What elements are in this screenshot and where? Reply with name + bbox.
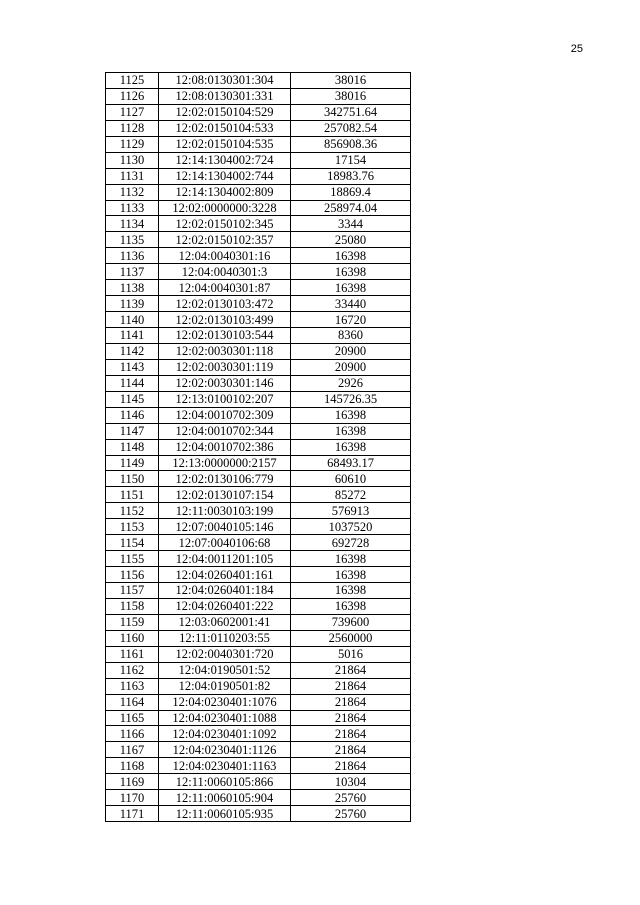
row-number-cell: 1126 — [106, 88, 159, 104]
table-row — [106, 471, 411, 487]
data-table — [105, 72, 411, 822]
row-number-cell: 1139 — [106, 296, 159, 312]
table-row — [106, 359, 411, 375]
cadastral-number-cell: 12:04:0260401:222 — [159, 598, 291, 614]
value-cell: 856908.36 — [291, 136, 411, 152]
value-cell: 21864 — [291, 726, 411, 742]
value-cell: 10304 — [291, 774, 411, 790]
value-cell: 16398 — [291, 598, 411, 614]
table-row — [106, 73, 411, 89]
row-number-cell: 1158 — [106, 598, 159, 614]
table-row — [106, 136, 411, 152]
value-cell: 258974.04 — [291, 200, 411, 216]
value-cell: 739600 — [291, 614, 411, 630]
row-number-cell: 1143 — [106, 359, 159, 375]
table-row — [106, 248, 411, 264]
table-row — [106, 758, 411, 774]
value-cell: 16398 — [291, 583, 411, 599]
cadastral-number-cell: 12:02:0150104:533 — [159, 120, 291, 136]
cadastral-number-cell: 12:04:0040301:3 — [159, 264, 291, 280]
cadastral-number-cell: 12:02:0030301:119 — [159, 359, 291, 375]
table-row — [106, 232, 411, 248]
table-row — [106, 168, 411, 184]
cadastral-number-cell: 12:07:0040106:68 — [159, 535, 291, 551]
row-number-cell: 1152 — [106, 503, 159, 519]
value-cell: 2560000 — [291, 630, 411, 646]
table-row — [106, 503, 411, 519]
value-cell: 68493.17 — [291, 455, 411, 471]
table-row — [106, 551, 411, 567]
cadastral-number-cell: 12:04:0010702:309 — [159, 407, 291, 423]
cadastral-number-cell: 12:02:0150104:529 — [159, 104, 291, 120]
row-number-cell: 1127 — [106, 104, 159, 120]
value-cell: 25760 — [291, 790, 411, 806]
table-row — [106, 88, 411, 104]
value-cell: 1037520 — [291, 519, 411, 535]
value-cell: 21864 — [291, 710, 411, 726]
row-number-cell: 1153 — [106, 519, 159, 535]
value-cell: 18869.4 — [291, 184, 411, 200]
value-cell: 576913 — [291, 503, 411, 519]
value-cell: 16398 — [291, 551, 411, 567]
table-row — [106, 375, 411, 391]
value-cell: 8360 — [291, 328, 411, 344]
table-row — [106, 806, 411, 822]
cadastral-number-cell: 12:14:1304002:744 — [159, 168, 291, 184]
value-cell: 16398 — [291, 439, 411, 455]
cadastral-number-cell: 12:04:0230401:1076 — [159, 694, 291, 710]
table-row — [106, 391, 411, 407]
value-cell: 38016 — [291, 88, 411, 104]
cadastral-number-cell: 12:02:0130103:499 — [159, 312, 291, 328]
cadastral-number-cell: 12:04:0010702:386 — [159, 439, 291, 455]
row-number-cell: 1133 — [106, 200, 159, 216]
value-cell: 25760 — [291, 806, 411, 822]
row-number-cell: 1150 — [106, 471, 159, 487]
table-row — [106, 200, 411, 216]
value-cell: 38016 — [291, 73, 411, 89]
cadastral-number-cell: 12:04:0230401:1092 — [159, 726, 291, 742]
value-cell: 2926 — [291, 375, 411, 391]
value-cell: 33440 — [291, 296, 411, 312]
cadastral-number-cell: 12:02:0130103:544 — [159, 328, 291, 344]
cadastral-number-cell: 12:04:0040301:87 — [159, 280, 291, 296]
table-row — [106, 184, 411, 200]
row-number-cell: 1131 — [106, 168, 159, 184]
table-row — [106, 120, 411, 136]
cadastral-number-cell: 12:04:0260401:161 — [159, 567, 291, 583]
row-number-cell: 1157 — [106, 583, 159, 599]
row-number-cell: 1163 — [106, 678, 159, 694]
value-cell: 17154 — [291, 152, 411, 168]
value-cell: 145726.35 — [291, 391, 411, 407]
table-row — [106, 104, 411, 120]
row-number-cell: 1130 — [106, 152, 159, 168]
value-cell: 5016 — [291, 646, 411, 662]
cadastral-number-cell: 12:04:0011201:105 — [159, 551, 291, 567]
cadastral-number-cell: 12:02:0030301:118 — [159, 343, 291, 359]
cadastral-number-cell: 12:04:0010702:344 — [159, 423, 291, 439]
value-cell: 21864 — [291, 694, 411, 710]
value-cell: 18983.76 — [291, 168, 411, 184]
cadastral-number-cell: 12:04:0190501:52 — [159, 662, 291, 678]
cadastral-number-cell: 12:02:0150102:345 — [159, 216, 291, 232]
row-number-cell: 1154 — [106, 535, 159, 551]
row-number-cell: 1159 — [106, 614, 159, 630]
cadastral-number-cell: 12:03:0602001:41 — [159, 614, 291, 630]
row-number-cell: 1161 — [106, 646, 159, 662]
cadastral-number-cell: 12:02:0130107:154 — [159, 487, 291, 503]
row-number-cell: 1170 — [106, 790, 159, 806]
table-row — [106, 264, 411, 280]
table-row — [106, 455, 411, 471]
row-number-cell: 1135 — [106, 232, 159, 248]
table-row — [106, 439, 411, 455]
row-number-cell: 1155 — [106, 551, 159, 567]
row-number-cell: 1145 — [106, 391, 159, 407]
value-cell: 16398 — [291, 248, 411, 264]
table-row — [106, 519, 411, 535]
cadastral-number-cell: 12:02:0150102:357 — [159, 232, 291, 248]
cadastral-number-cell: 12:11:0110203:55 — [159, 630, 291, 646]
cadastral-number-cell: 12:04:0260401:184 — [159, 583, 291, 599]
row-number-cell: 1168 — [106, 758, 159, 774]
table-row — [106, 296, 411, 312]
table-row — [106, 407, 411, 423]
table-row — [106, 790, 411, 806]
row-number-cell: 1160 — [106, 630, 159, 646]
value-cell: 20900 — [291, 359, 411, 375]
table-row — [106, 535, 411, 551]
table-row — [106, 726, 411, 742]
table-body — [106, 73, 411, 822]
value-cell: 342751.64 — [291, 104, 411, 120]
cadastral-number-cell: 12:07:0040105:146 — [159, 519, 291, 535]
row-number-cell: 1171 — [106, 806, 159, 822]
value-cell: 16398 — [291, 407, 411, 423]
value-cell: 21864 — [291, 662, 411, 678]
cadastral-number-cell: 12:11:0030103:199 — [159, 503, 291, 519]
table-row — [106, 662, 411, 678]
cadastral-number-cell: 12:08:0130301:331 — [159, 88, 291, 104]
value-cell: 85272 — [291, 487, 411, 503]
row-number-cell: 1132 — [106, 184, 159, 200]
value-cell: 16398 — [291, 423, 411, 439]
value-cell: 21864 — [291, 758, 411, 774]
row-number-cell: 1125 — [106, 73, 159, 89]
row-number-cell: 1146 — [106, 407, 159, 423]
value-cell: 25080 — [291, 232, 411, 248]
value-cell: 20900 — [291, 343, 411, 359]
table-row — [106, 678, 411, 694]
cadastral-number-cell: 12:02:0130106:779 — [159, 471, 291, 487]
cadastral-number-cell: 12:13:0100102:207 — [159, 391, 291, 407]
cadastral-number-cell: 12:11:0060105:904 — [159, 790, 291, 806]
row-number-cell: 1134 — [106, 216, 159, 232]
row-number-cell: 1166 — [106, 726, 159, 742]
cadastral-number-cell: 12:02:0040301:720 — [159, 646, 291, 662]
table-row — [106, 598, 411, 614]
row-number-cell: 1169 — [106, 774, 159, 790]
row-number-cell: 1128 — [106, 120, 159, 136]
cadastral-number-cell: 12:04:0230401:1126 — [159, 742, 291, 758]
value-cell: 21864 — [291, 742, 411, 758]
row-number-cell: 1149 — [106, 455, 159, 471]
row-number-cell: 1165 — [106, 710, 159, 726]
cadastral-number-cell: 12:11:0060105:935 — [159, 806, 291, 822]
cadastral-number-cell: 12:13:0000000:2157 — [159, 455, 291, 471]
cadastral-number-cell: 12:02:0000000:3228 — [159, 200, 291, 216]
table-row — [106, 423, 411, 439]
row-number-cell: 1167 — [106, 742, 159, 758]
page-number: 25 — [570, 43, 583, 55]
cadastral-number-cell: 12:14:1304002:724 — [159, 152, 291, 168]
cadastral-number-cell: 12:02:0150104:535 — [159, 136, 291, 152]
table-row — [106, 630, 411, 646]
table-row — [106, 694, 411, 710]
table-row — [106, 328, 411, 344]
value-cell: 692728 — [291, 535, 411, 551]
cadastral-number-cell: 12:02:0130103:472 — [159, 296, 291, 312]
row-number-cell: 1164 — [106, 694, 159, 710]
row-number-cell: 1142 — [106, 343, 159, 359]
value-cell: 257082.54 — [291, 120, 411, 136]
row-number-cell: 1156 — [106, 567, 159, 583]
cadastral-number-cell: 12:04:0040301:16 — [159, 248, 291, 264]
value-cell: 16398 — [291, 264, 411, 280]
table-row — [106, 487, 411, 503]
table-row — [106, 710, 411, 726]
cadastral-number-cell: 12:04:0230401:1088 — [159, 710, 291, 726]
cadastral-number-cell: 12:11:0060105:866 — [159, 774, 291, 790]
row-number-cell: 1147 — [106, 423, 159, 439]
row-number-cell: 1136 — [106, 248, 159, 264]
value-cell: 16720 — [291, 312, 411, 328]
table-row — [106, 646, 411, 662]
table-row — [106, 774, 411, 790]
row-number-cell: 1140 — [106, 312, 159, 328]
value-cell: 3344 — [291, 216, 411, 232]
table-row — [106, 742, 411, 758]
table-row — [106, 583, 411, 599]
row-number-cell: 1148 — [106, 439, 159, 455]
row-number-cell: 1137 — [106, 264, 159, 280]
row-number-cell: 1129 — [106, 136, 159, 152]
table-row — [106, 216, 411, 232]
cadastral-number-cell: 12:14:1304002:809 — [159, 184, 291, 200]
cadastral-number-cell: 12:04:0190501:82 — [159, 678, 291, 694]
table-row — [106, 152, 411, 168]
row-number-cell: 1141 — [106, 328, 159, 344]
cadastral-number-cell: 12:02:0030301:146 — [159, 375, 291, 391]
row-number-cell: 1138 — [106, 280, 159, 296]
value-cell: 60610 — [291, 471, 411, 487]
row-number-cell: 1162 — [106, 662, 159, 678]
table-row — [106, 567, 411, 583]
row-number-cell: 1151 — [106, 487, 159, 503]
table-row — [106, 312, 411, 328]
cadastral-number-cell: 12:08:0130301:304 — [159, 73, 291, 89]
table-row — [106, 280, 411, 296]
value-cell: 21864 — [291, 678, 411, 694]
table-row — [106, 614, 411, 630]
cadastral-number-cell: 12:04:0230401:1163 — [159, 758, 291, 774]
table-row — [106, 343, 411, 359]
value-cell: 16398 — [291, 280, 411, 296]
row-number-cell: 1144 — [106, 375, 159, 391]
value-cell: 16398 — [291, 567, 411, 583]
